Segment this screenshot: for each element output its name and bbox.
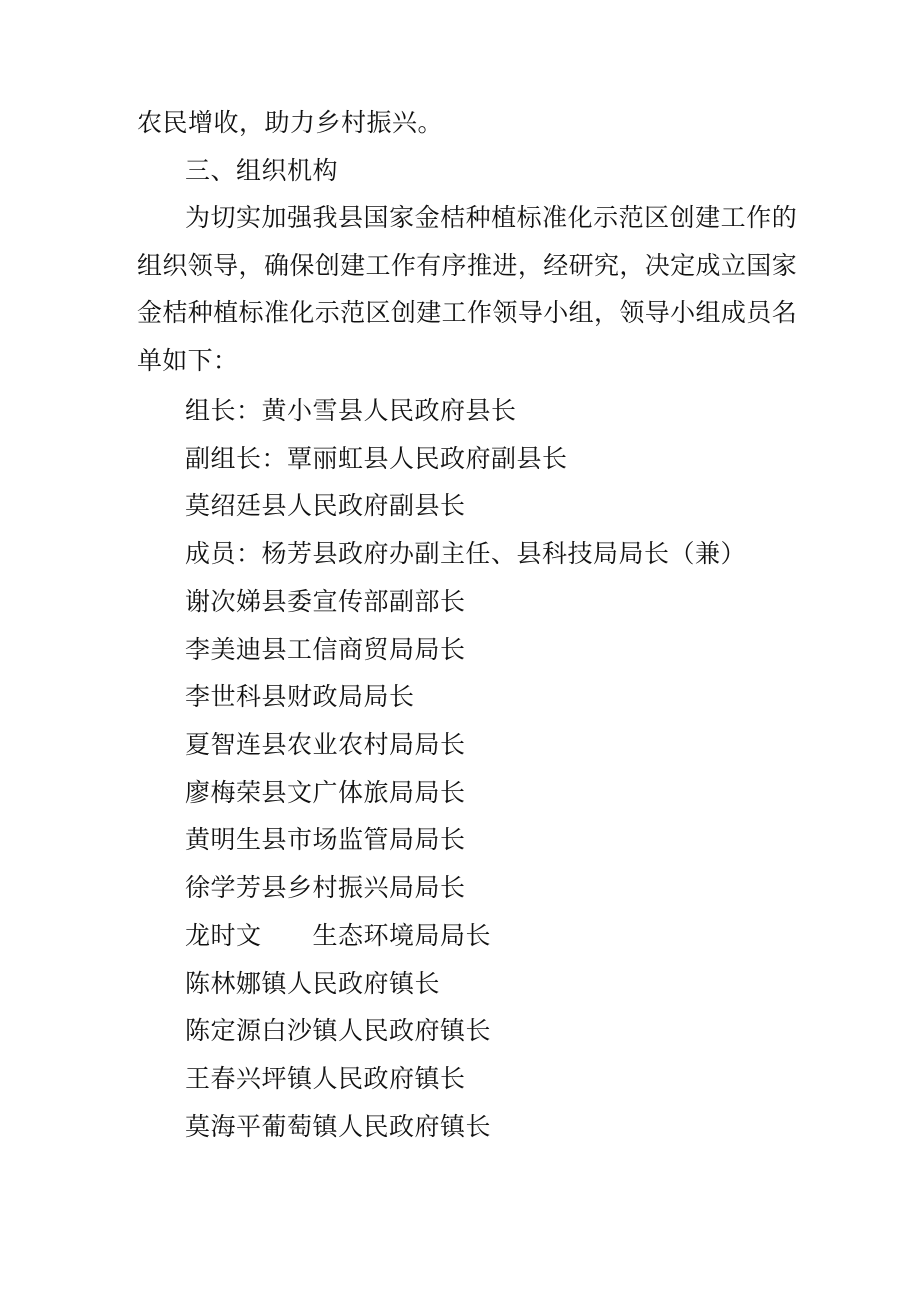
member-line: 莫绍廷县人民政府副县长: [185, 491, 466, 520]
section-heading: 三、组织机构: [185, 156, 339, 185]
member-line: 龙时文 生态环境局局长: [185, 921, 492, 950]
member-line: 黄明生县市场监管局局长: [185, 825, 466, 854]
intro-paragraph: 为切实加强我县国家金桔种植标准化示范区创建工作的组织领导，确保创建工作有序推进，经研究，决定成立国家金桔种植标准化示范区创建工作领导小组，领导小组成员名单如下：: [137, 203, 797, 376]
member-line: 副组长：覃丽虹县人民政府副县长: [185, 444, 568, 473]
member-line: 王春兴坪镇人民政府镇长: [185, 1064, 466, 1093]
member-line: 莫海平葡萄镇人民政府镇长: [185, 1112, 492, 1141]
member-line: 组长：黄小雪县人民政府县长: [185, 396, 517, 425]
member-line: 徐学芳县乡村振兴局局长: [185, 873, 466, 902]
member-line: 夏智连县农业农村局局长: [185, 730, 466, 759]
member-line: 廖梅荣县文广体旅局局长: [185, 778, 466, 807]
member-line: 李美迪县工信商贸局局长: [185, 635, 466, 664]
continuation-line: 农民增收，助力乡村振兴。: [137, 108, 444, 137]
member-line: 成员：杨芳县政府办副主任、县科技局局长（兼）: [185, 539, 747, 568]
member-line: 陈林娜镇人民政府镇长: [185, 969, 441, 998]
member-line: 李世科县财政局局长: [185, 682, 415, 711]
member-line: 谢次娣县委宣传部副部长: [185, 587, 466, 616]
member-line: 陈定源白沙镇人民政府镇长: [185, 1016, 492, 1045]
